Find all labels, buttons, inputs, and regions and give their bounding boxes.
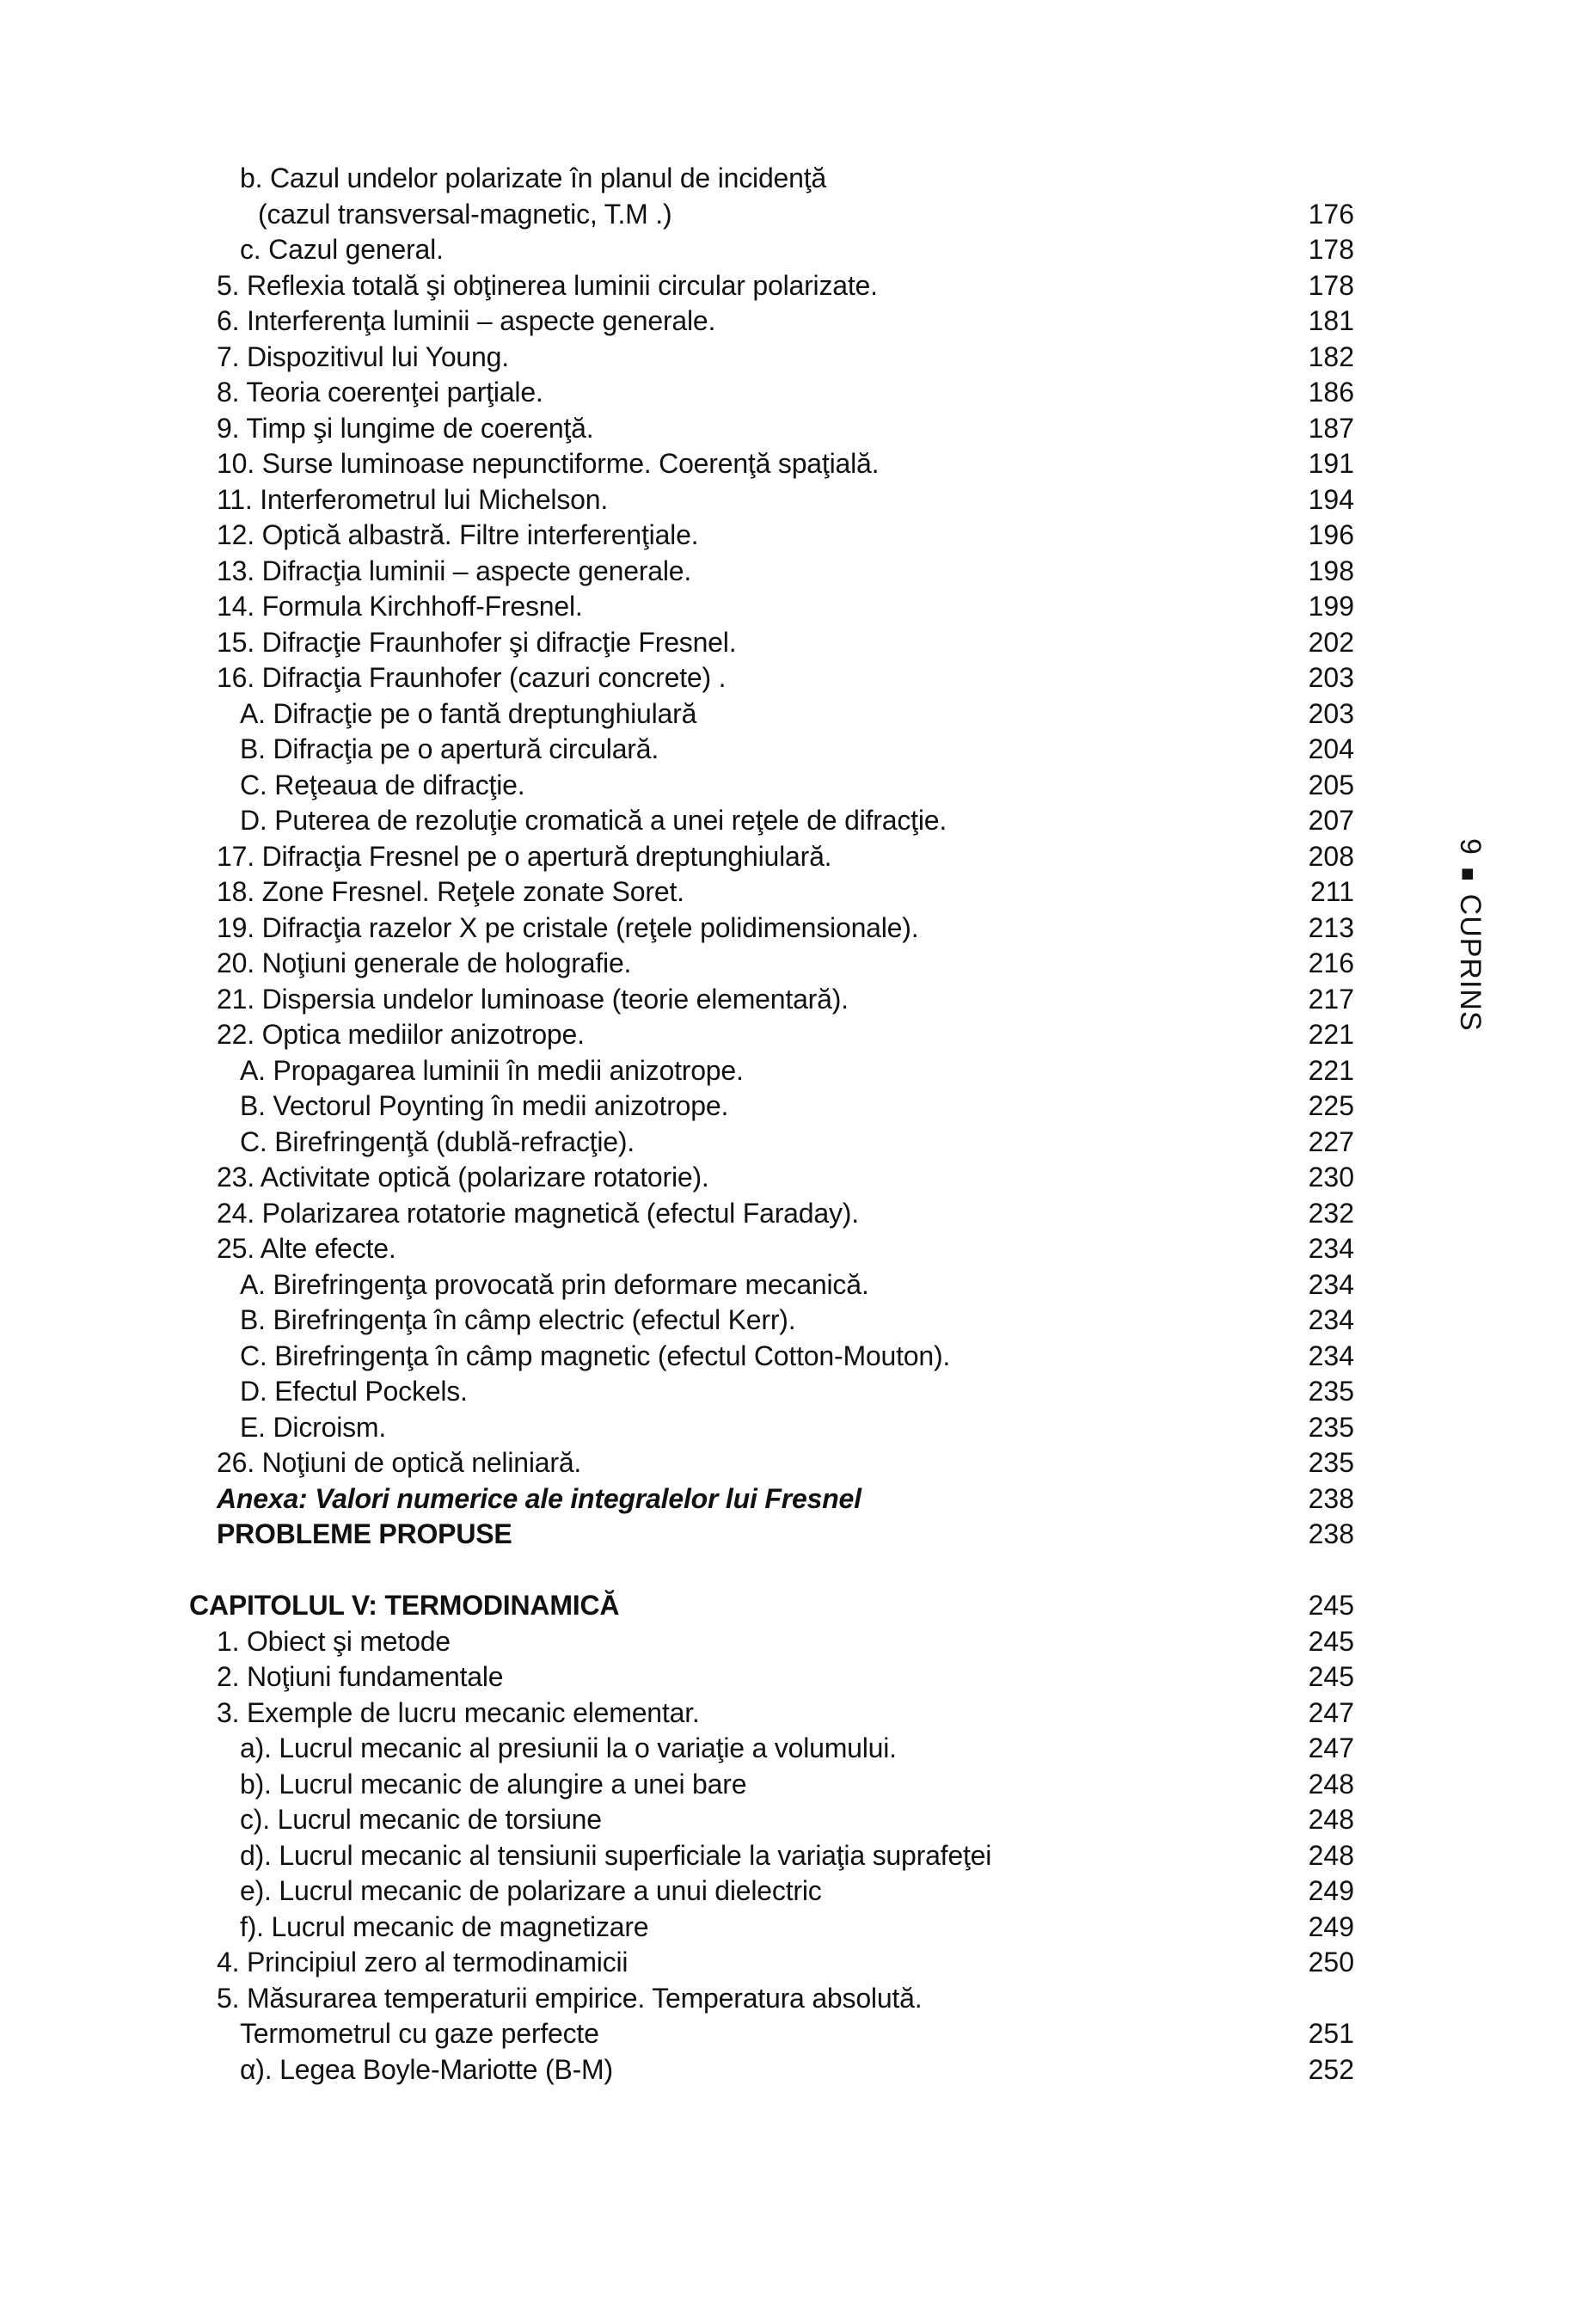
toc-entry-page: 194 [1308,484,1354,515]
toc-entry-page: 251 [1308,2018,1354,2049]
toc-entry-title: 7. Dispozitivul lui Young. [217,341,509,372]
toc-entry-title: 4. Principiul zero al termodinamicii [217,1947,629,1978]
toc-entry-title: 1. Obiect şi metode [217,1626,451,1657]
toc-entry-page: 191 [1308,448,1354,479]
toc-entry-page: 182 [1308,341,1354,372]
toc-entry-page: 181 [1308,305,1354,336]
toc-entry-title: D. Puterea de rezoluţie cromatică a unei reţele de difracţie. [240,805,947,836]
toc-entry [0,659,1576,696]
toc-entry-title: (cazul transversal-magnetic, T.M .) [258,199,672,230]
toc-entry-page: 232 [1308,1198,1354,1229]
toc-entry-title: f). Lucrul mecanic de magnetizare [240,1911,649,1942]
toc-entry-title: D. Efectul Pockels. [240,1376,468,1407]
toc-entry-page: 198 [1308,555,1354,586]
toc-entry-title: 18. Zone Fresnel. Reţele zonate Soret. [217,876,684,907]
toc-entry-page: 204 [1308,733,1354,764]
separator-square: ■ [1456,867,1481,882]
toc-entry-page: 238 [1308,1518,1354,1549]
toc-entry-title: 8. Teoria coerenţei parţiale. [217,377,543,408]
toc-entry-title: 19. Difracţia razelor X pe cristale (reţele polidimensionale). [217,912,919,943]
toc-entry-page: 178 [1308,270,1354,301]
section-title: CUPRINS [1454,893,1487,1032]
toc-entry-page: 235 [1308,1412,1354,1443]
toc-entry-page: 227 [1308,1126,1354,1157]
toc-entry-title: A. Propagarea luminii în medii anizotrope. [240,1055,744,1086]
toc-entry-page: 249 [1308,1875,1354,1906]
toc-entry-page: 245 [1308,1626,1354,1657]
toc-entry-title: d). Lucrul mecanic al tensiunii superficiale la variaţia suprafeţei [240,1840,992,1871]
toc-entry-title: α). Legea Boyle-Mariotte (B-M) [240,2054,613,2085]
toc-entry [0,1873,1576,1909]
toc-entry-page: 248 [1308,1769,1354,1800]
toc-entry-page: 234 [1308,1269,1354,1300]
toc-entry [0,1266,1576,1303]
toc-entry-page: 247 [1308,1697,1354,1728]
toc-entry-page: 247 [1308,1732,1354,1763]
toc-entry [0,731,1576,767]
toc-entry-title: A. Difracţie pe o fantă dreptunghiulară [240,698,697,729]
toc-entry-title: Termometrul cu gaze perfecte [240,2018,599,2049]
toc-entry-page: 250 [1308,1947,1354,1978]
toc-entry-page: 234 [1308,1233,1354,1264]
toc-entry [0,1409,1576,1445]
toc-entry-page: 196 [1308,519,1354,550]
toc-entry-page: 178 [1308,234,1354,265]
toc-entry [0,874,1576,910]
toc-entry [0,838,1576,874]
toc-entry [0,1766,1576,1802]
toc-entry [0,339,1576,375]
toc-entry-page: 203 [1308,698,1354,729]
toc-entry [0,1481,1576,1517]
toc-entry-title: B. Vectorul Poynting în medii anizotrope. [240,1090,729,1121]
toc-entry-page: 216 [1308,947,1354,978]
toc-entry [0,1373,1576,1409]
toc-entry-page: 248 [1308,1840,1354,1871]
toc-entry-page: 235 [1308,1447,1354,1478]
toc-entry [0,1695,1576,1731]
toc-entry-title: 24. Polarizarea rotatorie magnetică (efectul Faraday). [217,1198,859,1229]
toc-entry-page: 202 [1308,627,1354,658]
toc-entry [0,1016,1576,1052]
toc-entry-page: 208 [1308,841,1354,872]
toc-entry [0,696,1576,732]
toc-entry-title: c). Lucrul mecanic de torsiune [240,1804,602,1835]
toc-entry-title: 17. Difracţia Fresnel pe o apertură dreptunghiulară. [217,841,832,872]
toc-entry-title: a). Lucrul mecanic al presiunii la o variaţie a volumului. [240,1732,897,1763]
toc-entry [0,1909,1576,1945]
toc-entry-title: 14. Formula Kirchhoff-Fresnel. [217,591,583,622]
toc-entry [0,196,1576,232]
toc-entry-title: CAPITOLUL V: TERMODINAMICĂ [189,1590,620,1621]
toc-entry-title: 6. Interferenţa luminii – aspecte generale. [217,305,716,336]
toc-entry-title: 23. Activitate optică (polarizare rotatorie). [217,1162,709,1193]
toc-entry [0,1801,1576,1837]
toc-entry-page: 207 [1308,805,1354,836]
toc-entry-title: A. Birefringenţa provocată prin deformare mecanică. [240,1269,869,1300]
toc-entry-page: 217 [1308,984,1354,1015]
toc-entry-title: c. Cazul general. [240,234,444,265]
toc-entry-page: 176 [1308,199,1354,230]
toc-entry [0,1659,1576,1695]
toc-entry-title: E. Dicroism. [240,1412,387,1443]
toc-entry [0,2015,1576,2051]
toc-entry-title: 20. Noţiuni generale de holografie. [217,947,632,978]
toc-entry [0,1980,1576,2016]
toc-entry [0,1088,1576,1124]
toc-entry-title: 11. Interferometrul lui Michelson. [217,484,609,515]
toc-entry-title: C. Reţeaua de difracţie. [240,770,525,800]
toc-entry [0,802,1576,838]
toc-entry [0,1124,1576,1160]
toc-entry [0,2051,1576,2088]
toc-entry-title: B. Birefringenţa în câmp electric (efectul Kerr). [240,1304,796,1335]
toc-entry [0,1944,1576,1980]
toc-entry-page: 245 [1308,1661,1354,1692]
toc-entry-page: 225 [1308,1090,1354,1121]
toc-entry-title: 22. Optica mediilor anizotrope. [217,1019,585,1050]
toc-entry-title: 5. Reflexia totală şi obţinerea luminii circular polarizate. [217,270,878,301]
toc-entry-title: Anexa: Valori numerice ale integralelor lui Fresnel [217,1483,862,1514]
toc-entry [0,1587,1576,1623]
toc-entry [0,1837,1576,1873]
toc-entry-page: 199 [1308,591,1354,622]
toc-entry [0,1052,1576,1088]
toc-entry-page: 186 [1308,377,1354,408]
toc-entry-title: 13. Difracţia luminii – aspecte generale. [217,555,692,586]
toc-entry-page: 203 [1308,662,1354,693]
toc-entry [0,445,1576,481]
toc-entry [0,1623,1576,1659]
toc-entry [0,267,1576,304]
running-head-text [1450,838,1489,1032]
toc-entry [0,945,1576,981]
toc-entry [0,517,1576,553]
toc-entry [0,1195,1576,1231]
toc-entry-page: 245 [1308,1590,1354,1621]
toc-entry-title: 5. Măsurarea temperaturii empirice. Temperatura absolută. [217,1983,923,2014]
toc-entry-page: 234 [1308,1304,1354,1335]
toc-entry [0,160,1576,196]
toc-entry-title: 2. Noţiuni fundamentale [217,1661,504,1692]
toc-entry-title: C. Birefringenţa în câmp magnetic (efectul Cotton-Mouton). [240,1340,951,1371]
toc-entry [0,410,1576,446]
toc-entry [0,624,1576,660]
toc-entry-title: 12. Optică albastră. Filtre interferenţiale. [217,519,699,550]
toc-entry-page: 221 [1308,1055,1354,1086]
toc-entry-title: 15. Difracţie Fraunhofer şi difracţie Fresnel. [217,627,737,658]
toc-entry [0,303,1576,339]
toc-entry [0,588,1576,624]
toc-entry [0,481,1576,518]
toc-entry-title: e). Lucrul mecanic de polarizare a unui dielectric [240,1875,822,1906]
toc-entry-page: 234 [1308,1340,1354,1371]
toc-entry-page: 252 [1308,2054,1354,2085]
toc-entry [0,231,1576,267]
toc-entry-title: 26. Noţiuni de optică neliniară. [217,1447,582,1478]
toc-entry-title: PROBLEME PROPUSE [217,1518,512,1549]
toc-entry-title: 10. Surse luminoase nepunctiforme. Coerenţă spaţială. [217,448,880,479]
toc-entry-page: 187 [1308,413,1354,444]
toc-entry-page: 238 [1308,1483,1354,1514]
toc-entry [0,1444,1576,1481]
toc-entry-page: 211 [1309,876,1354,907]
toc-entry-title: 9. Timp şi lungime de coerenţă. [217,413,594,444]
toc-entry [0,910,1576,946]
toc-entry-title: 21. Dispersia undelor luminoase (teorie elementară). [217,984,849,1015]
toc-entry [0,1730,1576,1766]
toc-entry-page: 235 [1308,1376,1354,1407]
toc-entry-page: 221 [1308,1019,1354,1050]
page-number: 9 [1454,838,1487,855]
toc-entry [0,1159,1576,1195]
toc-entry [0,1516,1576,1552]
toc-entry-title: b. Cazul undelor polarizate în planul de incidenţă [240,162,827,193]
toc-entry [0,1338,1576,1374]
toc-spacer [0,1552,1576,1588]
toc-entry [0,1230,1576,1266]
toc-entry-page: 230 [1308,1162,1354,1193]
toc-entry [0,981,1576,1017]
toc-entry-title: 25. Alte efecte. [217,1233,396,1264]
toc-entry-title: C. Birefringenţă (dublă-refracţie). [240,1126,635,1157]
toc-entry-page: 249 [1308,1911,1354,1942]
toc-entry-title: b). Lucrul mecanic de alungire a unei bare [240,1769,747,1800]
toc-entry-page: 205 [1308,770,1354,800]
toc-entry [0,553,1576,589]
toc-entry [0,1302,1576,1338]
toc-entry-title: B. Difracţia pe o apertură circulară. [240,733,659,764]
toc-entry [0,374,1576,410]
toc-entry-page: 248 [1308,1804,1354,1835]
toc-entry [0,767,1576,803]
toc-entry-page: 213 [1308,912,1354,943]
toc-entry-title: 3. Exemple de lucru mecanic elementar. [217,1697,700,1728]
toc-entry-title: 16. Difracţia Fraunhofer (cazuri concrete) . [217,662,727,693]
